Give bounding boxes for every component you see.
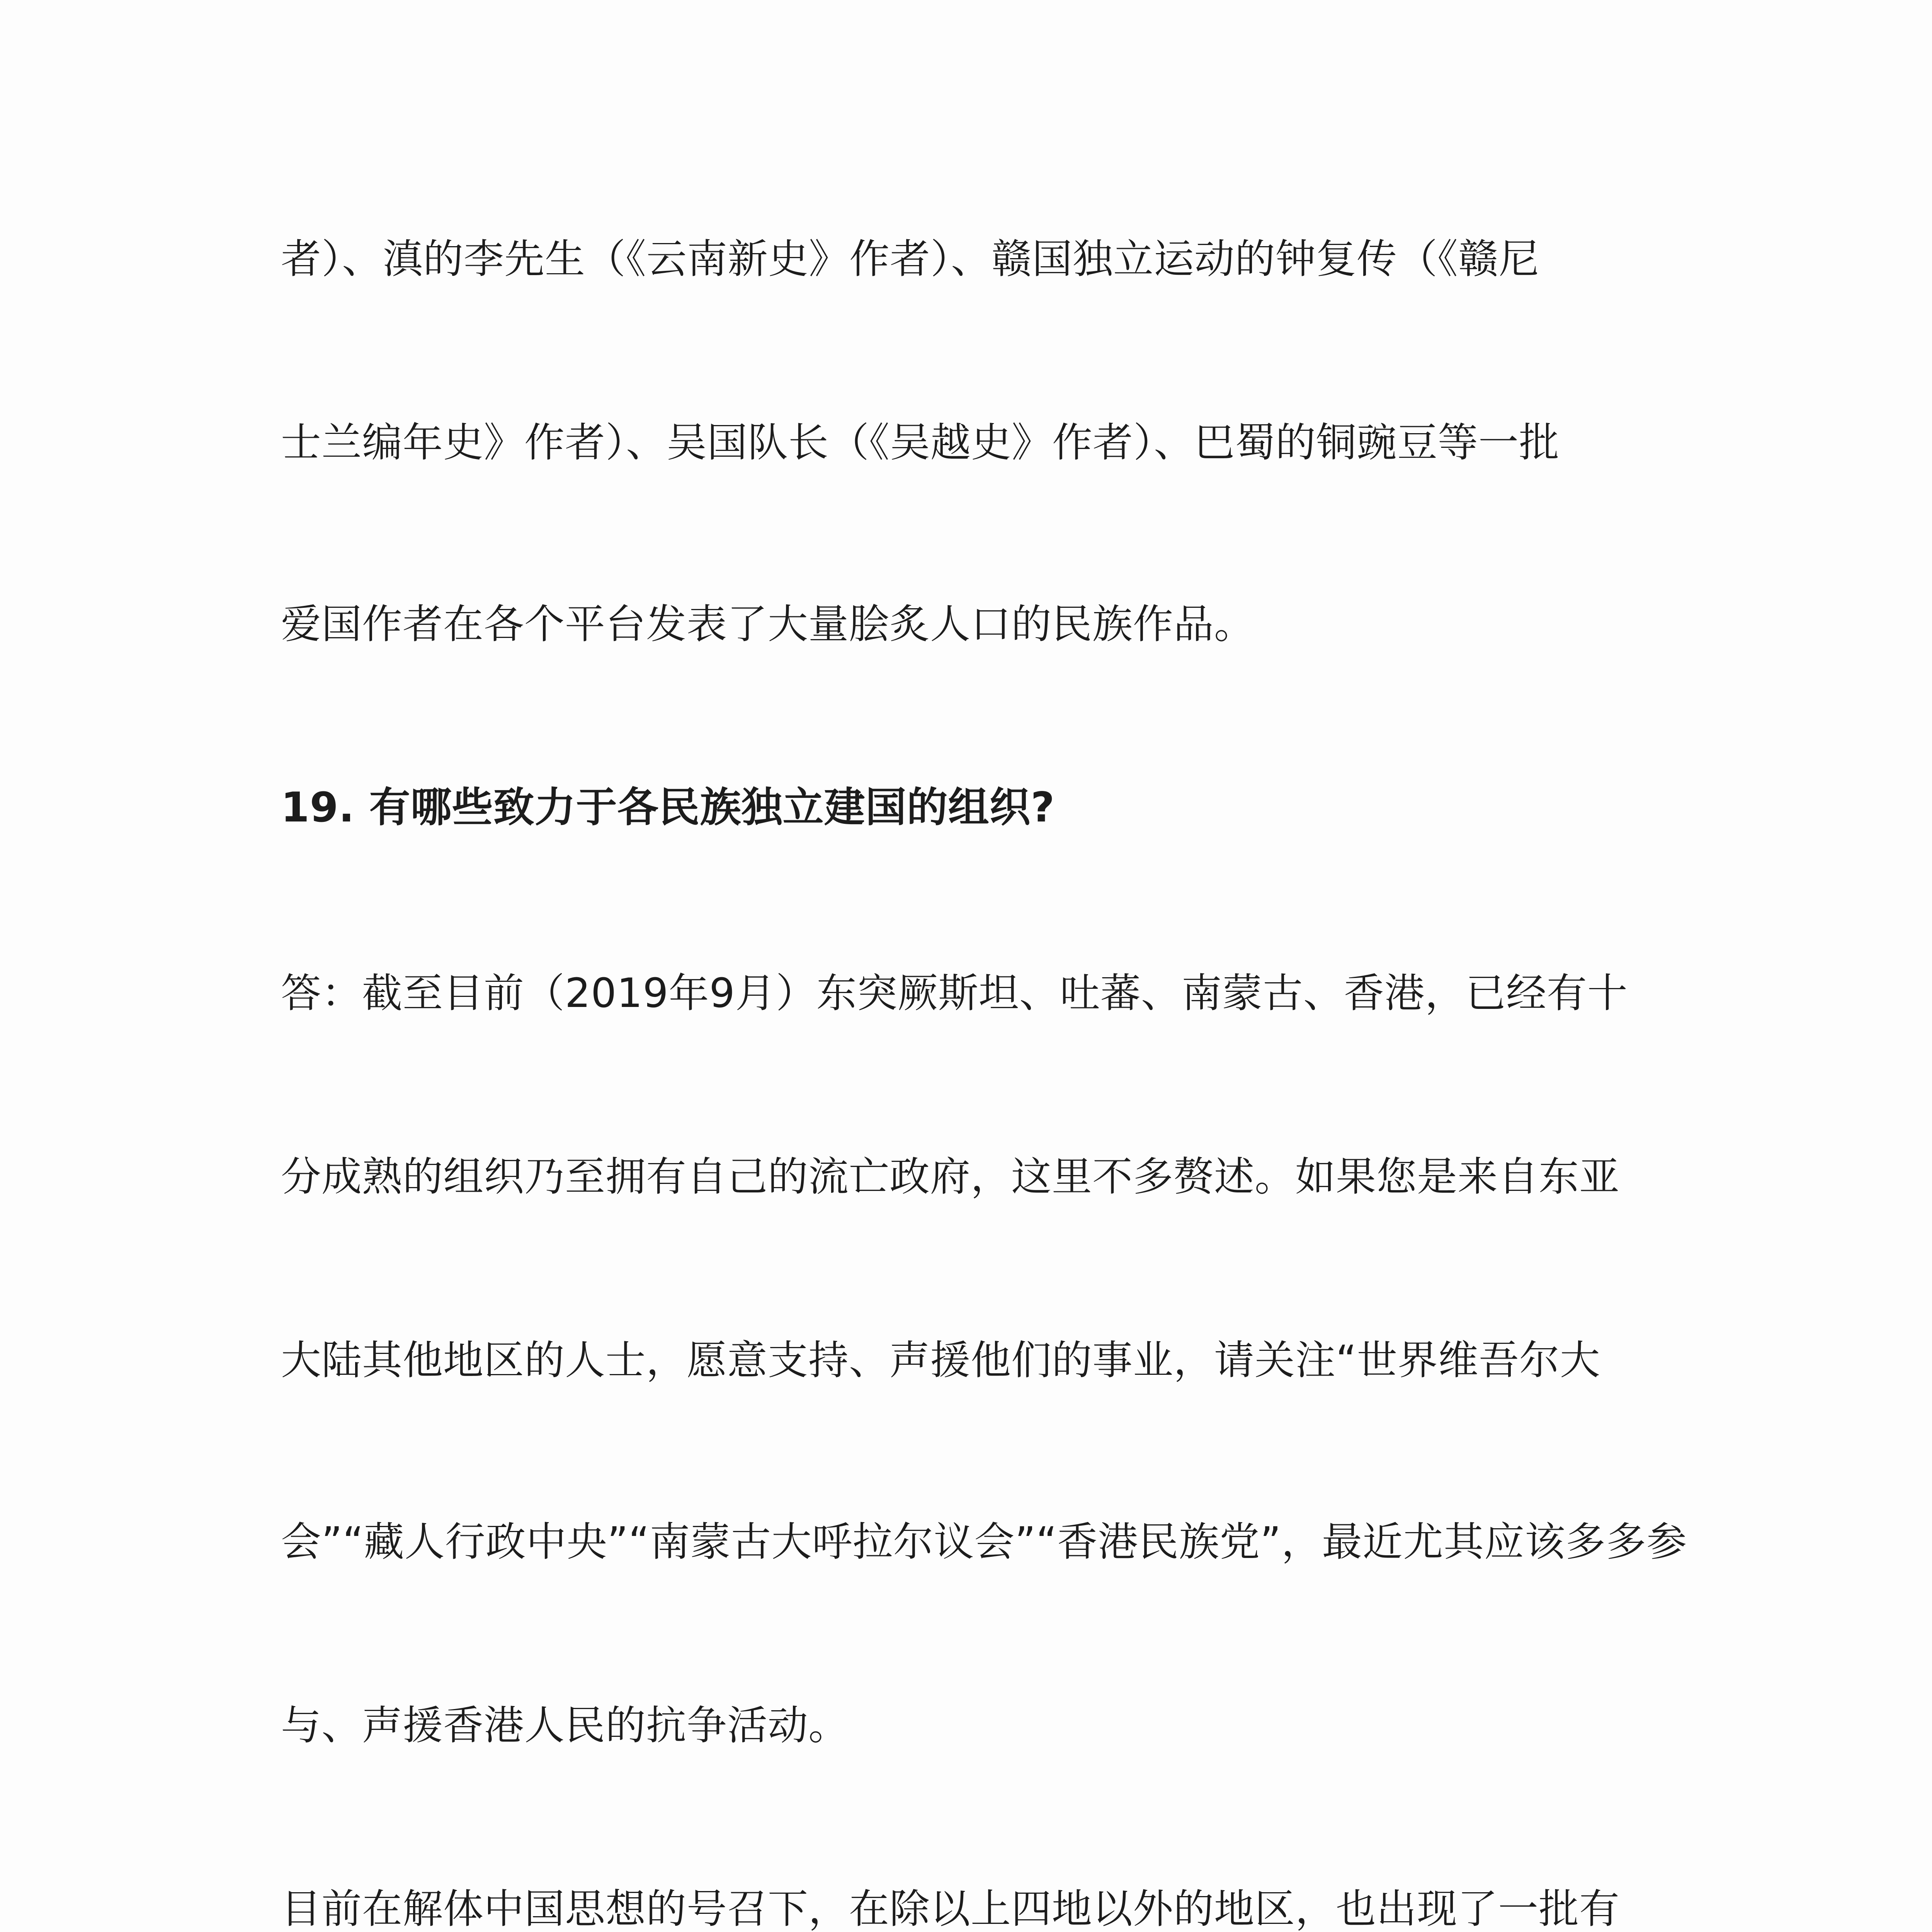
paragraph-line-1: 者）、滇的李先生（《云南新史》作者）、赣国独立运动的钟复传（《赣尼 [281, 235, 1540, 282]
paragraph-line-7: 会”“藏人行政中央”“南蒙古大呼拉尔议会”“香港民族党”，最近尤其应该多多参 [281, 1518, 1687, 1565]
paragraph-line-9: 目前在解体中国思想的号召下，在除以上四地以外的地区，也出现了一批有 [281, 1885, 1620, 1932]
paragraph-line-4: 答：截至目前（2019年9月）东突厥斯坦、吐蕃、南蒙古、香港，已经有十 [281, 969, 1628, 1017]
section-heading: 19. 有哪些致力于各民族独立建国的组织? [281, 784, 1055, 831]
paragraph-line-6: 大陆其他地区的人士，愿意支持、声援他们的事业，请关注“世界维吾尔大 [281, 1337, 1600, 1384]
paragraph-line-2: 士兰编年史》作者）、吴国队长（《吴越史》作者）、巴蜀的铜豌豆等一批 [281, 419, 1560, 466]
paragraph-line-8: 与、声援香港人民的抗争活动。 [281, 1702, 849, 1749]
paragraph-line-3: 爱国作者在各个平台发表了大量脍炙人口的民族作品。 [281, 600, 1255, 648]
paragraph-line-5: 分成熟的组织乃至拥有自己的流亡政府，这里不多赘述。如果您是来自东亚 [281, 1153, 1620, 1200]
